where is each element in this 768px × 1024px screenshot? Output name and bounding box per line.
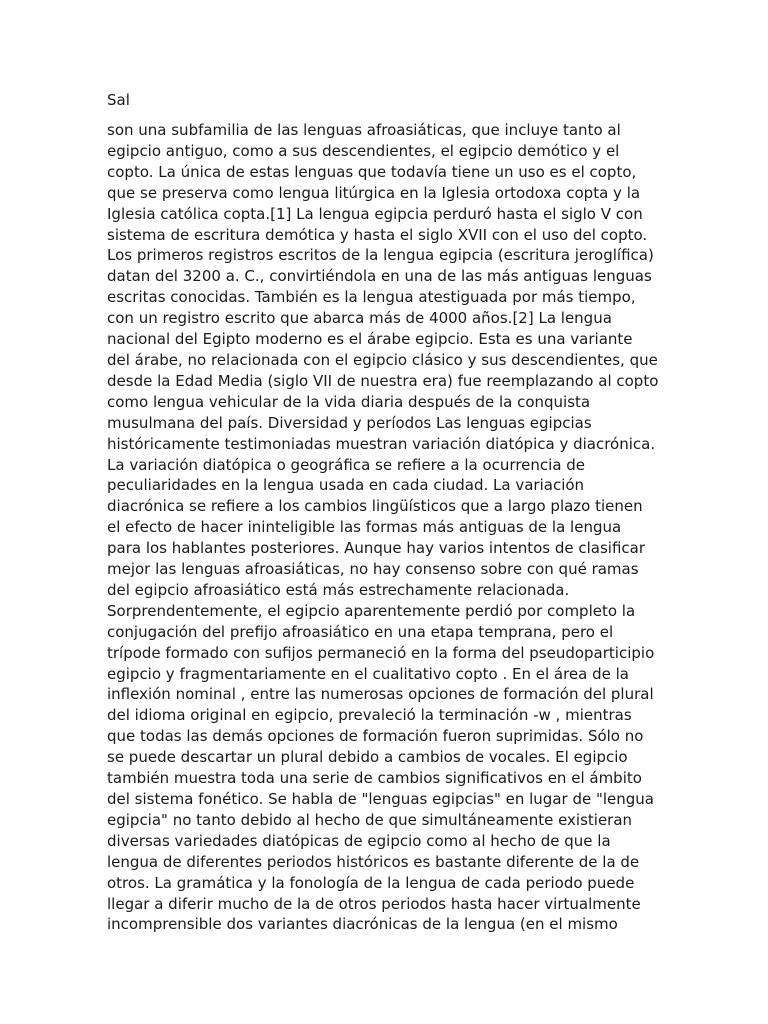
body-line: el efecto de hacer ininteligible las formas más antiguas de la lengua <box>107 518 622 537</box>
body-line: La variación diatópica o geográfica se refiere a la ocurrencia de <box>107 455 586 474</box>
body-line: trípode formado con sufijos permaneció en la forma del pseudoparticipio <box>107 643 655 662</box>
body-line: desde la Edad Media (siglo VII de nuestra era) fue reemplazando al copto <box>107 371 659 390</box>
body-line: nacional del Egipto moderno es el árabe egipcio. Esta es una variante <box>107 330 633 349</box>
body-line: del idioma original en egipcio, prevaleció la terminación -w , mientras <box>107 706 632 725</box>
body-line: del sistema fonético. Se habla de "lenguas egipcias" en lugar de "lengua <box>107 790 654 808</box>
body-line: musulmana del país. Diversidad y períodos Las lenguas egipcias <box>107 413 592 432</box>
body-line: son una subfamilia de las lenguas afroasiáticas, que incluye tanto al <box>107 121 621 139</box>
body-line: se puede descartar un plural debido a cambios de vocales. El egipcio <box>107 748 628 767</box>
body-line: egipcio antiguo, como a sus descendientes, el egipcio demótico y el <box>107 141 620 160</box>
body-line: para los hablantes posteriores. Aunque hay varios intentos de clasificar <box>107 539 646 558</box>
body-line: también muestra toda una serie de cambios significativos en el ámbito <box>107 769 642 788</box>
body-line: diversas variedades diatópicas de egipcio como al hecho de que la <box>107 831 611 850</box>
body-line: del egipcio afroasiático está más estrechamente relacionada. <box>107 580 570 599</box>
body-line: copto. La única de estas lenguas que todavía tiene un uso es el copto, <box>107 162 637 181</box>
body-line: incomprensible dos variantes diacrónicas de la lengua (en el mismo <box>107 915 618 934</box>
body-line: egipcio y fragmentariamente en el cualitativo copto . En el área de la <box>107 664 629 683</box>
document-body <box>107 120 667 935</box>
body-line: sistema de escritura demótica y hasta el siglo XVII con el uso del copto. <box>107 225 648 244</box>
body-line: datan del 3200 a. C., convirtiéndola en una de las más antiguas lenguas <box>107 267 652 286</box>
body-line: con un registro escrito que abarca más de 4000 años.[2] La lengua <box>107 309 612 328</box>
body-line: como lengua vehicular de la vida diaria después de la conquista <box>107 392 591 411</box>
document-title: Sal <box>107 91 130 109</box>
document-page <box>107 90 667 935</box>
body-line: que se preserva como lengua litúrgica en la Iglesia ortodoxa copta y la <box>107 183 641 202</box>
body-line: que todas las demás opciones de formación fueron suprimidas. Sólo no <box>107 727 644 746</box>
body-line: lengua de diferentes periodos históricos es bastante diferente de la de <box>107 852 640 871</box>
body-line: egipcia" no tanto debido al hecho de que simultáneamente existieran <box>107 810 633 829</box>
body-line: históricamente testimoniadas muestran variación diatópica y diacrónica. <box>107 434 656 453</box>
body-line: Los primeros registros escritos de la lengua egipcia (escritura jeroglífica) <box>107 246 654 265</box>
body-line: del árabe, no relacionada con el egipcio clásico y sus descendientes, que <box>107 350 658 369</box>
body-line: Iglesia católica copta.[1] La lengua egipcia perduró hasta el siglo V con <box>107 204 643 223</box>
body-line: inflexión nominal , entre las numerosas opciones de formación del plural <box>107 685 654 704</box>
body-line: diacrónica se refiere a los cambios lingüísticos que a largo plazo tienen <box>107 497 643 516</box>
body-line: Sorprendentemente, el egipcio aparentemente perdió por completo la <box>107 601 636 620</box>
body-line: escritas conocidas. También es la lengua atestiguada por más tiempo, <box>107 288 636 307</box>
body-line: mejor las lenguas afroasiáticas, no hay consenso sobre con qué ramas <box>107 560 639 579</box>
body-line: peculiaridades en la lengua usada en cada ciudad. La variación <box>107 476 585 495</box>
body-line: conjugación del prefijo afroasiático en una etapa temprana, pero el <box>107 622 614 641</box>
body-line: otros. La gramática y la fonología de la lengua de cada periodo puede <box>107 873 635 892</box>
body-line: llegar a diferir mucho de la de otros periodos hasta hacer virtualmente <box>107 894 641 913</box>
